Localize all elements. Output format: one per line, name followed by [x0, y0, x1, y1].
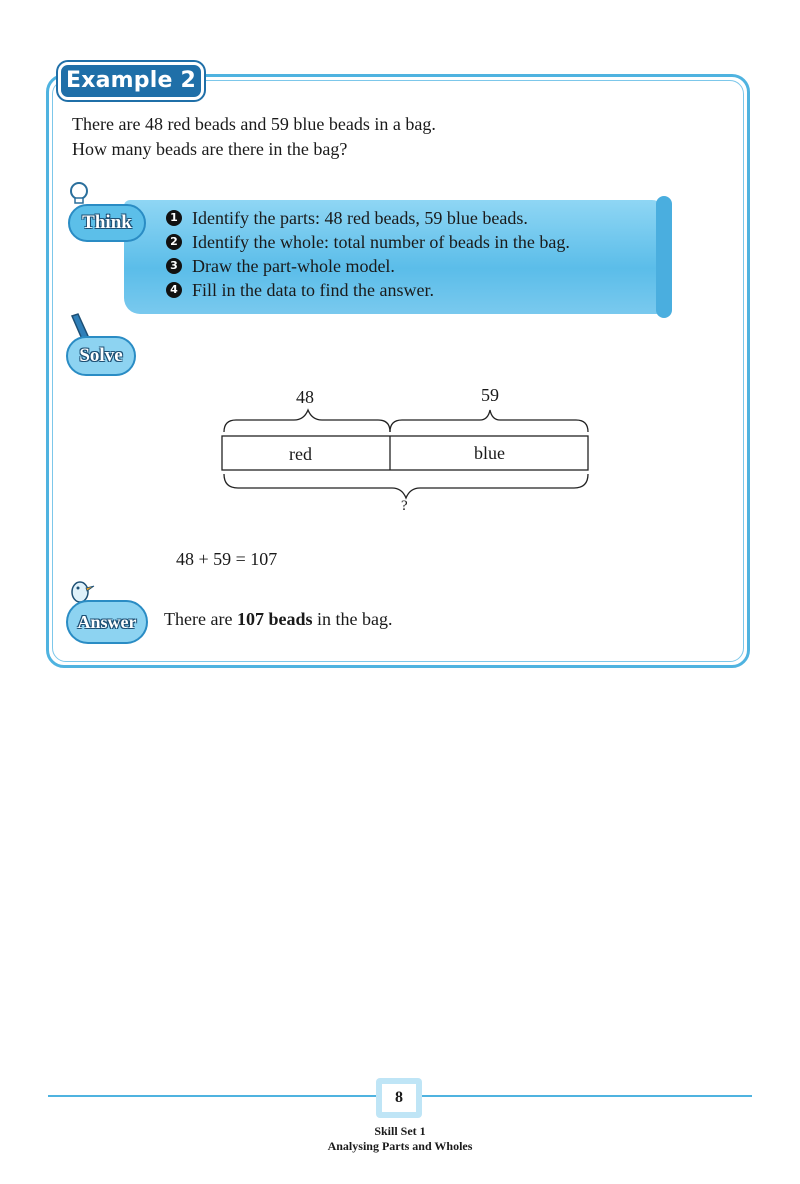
solve-badge: Solve: [66, 336, 136, 376]
question-line-1: There are 48 red beads and 59 blue beads in a bag.: [72, 114, 436, 134]
think-badge: Think: [68, 204, 146, 242]
model-bar: [222, 436, 588, 470]
question-text: [72, 112, 436, 162]
footer-skill-set: Skill Set 1: [374, 1124, 426, 1138]
example-frame-inner: [52, 80, 744, 662]
answer-badge: Answer: [66, 600, 148, 644]
footer-rule-right: [422, 1095, 752, 1097]
whole-label: ?: [401, 498, 408, 514]
answer-text: [164, 609, 392, 630]
step-number: 4: [166, 282, 182, 298]
page-number: 8: [382, 1084, 416, 1112]
step-text: Draw the part-whole model.: [192, 256, 395, 276]
step-number: 2: [166, 234, 182, 250]
part2-brace: [390, 410, 588, 432]
step-text: Identify the whole: total number of beads in the bag.: [192, 232, 570, 252]
answer-prefix: There are: [164, 609, 237, 629]
answer-bold: 107 beads: [236, 609, 313, 629]
part2-value-label: 59: [481, 385, 499, 405]
whole-brace: [224, 474, 588, 498]
step-text: Identify the parts: 48 red beads, 59 blue beads.: [192, 208, 528, 228]
lightbulb-icon: [66, 180, 92, 206]
step-text: Fill in the data to find the answer.: [192, 280, 434, 300]
question-line-2: How many beads are there in the bag?: [72, 139, 348, 159]
part2-name-label: blue: [474, 443, 505, 463]
think-step: [166, 278, 570, 302]
part1-name-label: red: [289, 444, 312, 464]
step-number: 3: [166, 258, 182, 274]
part-whole-model: [218, 384, 594, 512]
footer-rule-left: [48, 1095, 376, 1097]
think-step: [166, 254, 570, 278]
step-number: 1: [166, 210, 182, 226]
example-title: Example 2: [58, 62, 204, 100]
answer-suffix: in the bag.: [312, 609, 393, 629]
think-step: [166, 206, 570, 230]
footer-skill-title: Analysing Parts and Wholes: [327, 1139, 473, 1153]
think-step: [166, 230, 570, 254]
part1-brace: [224, 410, 390, 432]
part1-value-label: 48: [296, 387, 314, 407]
equation: 48 + 59 = 107: [176, 549, 278, 569]
think-steps: [166, 206, 570, 302]
